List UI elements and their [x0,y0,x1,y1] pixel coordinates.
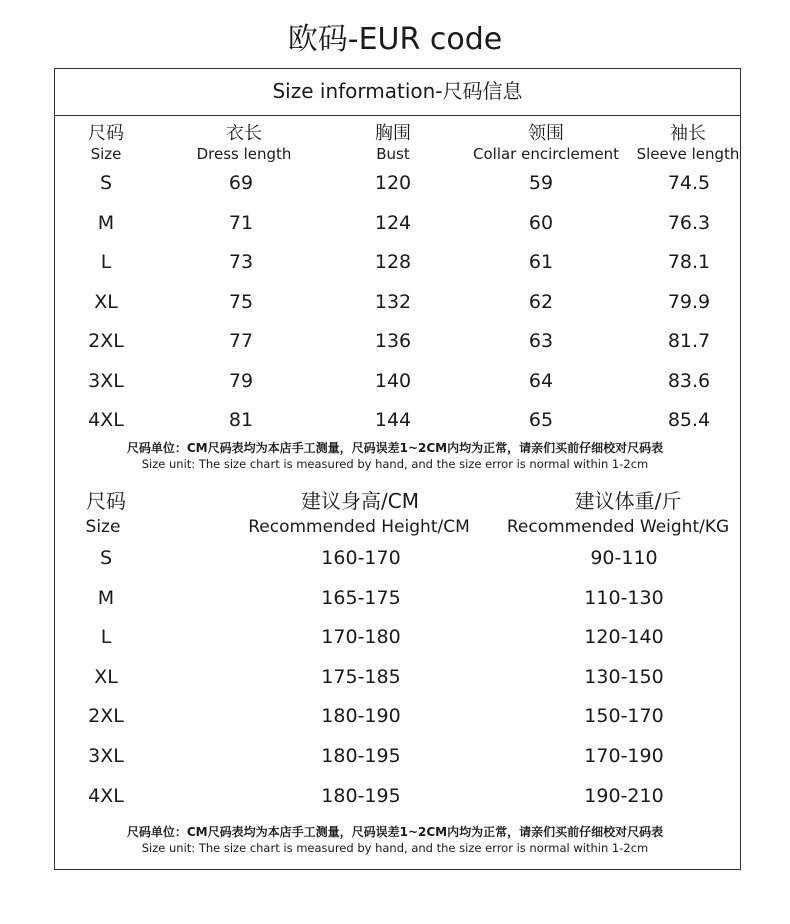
cell-weight: 170-190 [584,745,664,767]
cell-weight: 110-130 [584,586,664,609]
cell-length: 75 [228,290,254,313]
cell-bust: 140 [374,369,412,392]
cell-size: L [100,251,112,273]
page-title: 欧码-EUR code [287,22,503,57]
header-sleeve-en: Sleeve length [636,145,740,163]
cell-bust: 124 [374,211,412,234]
cell-size: M [97,586,115,609]
rec-header-size-en: Size [85,517,121,537]
cell-sleeve: 81.7 [667,330,711,352]
cell-weight: 150-170 [584,705,664,728]
cell-collar: 61 [528,251,554,273]
cell-weight: 120-140 [584,626,664,649]
cell-length: 77 [228,330,254,352]
cell-collar: 62 [528,290,554,313]
cell-collar: 63 [528,330,554,352]
header-collar-cn: 领围 [528,123,564,144]
rec-header-height-en: Recommended Height/CM [248,517,470,537]
cell-bust: 144 [374,409,412,431]
header-length-cn: 衣长 [226,123,262,144]
cell-size: S [99,172,113,194]
cell-height: 165-175 [321,586,401,609]
recommend-note-en: Size unit: The size chart is measured by hand, and the size error is normal within 1-2cm [141,841,649,855]
cell-height: 175-185 [321,665,401,688]
cell-weight: 130-150 [584,665,664,688]
recommend-note-cn: 尺码单位：CM尺码表均为本店手工测量，尺码误差1~2CM内均为正常，请亲们买前仔细校对尺码表 [126,825,664,839]
cell-size: 3XL [88,369,124,392]
cell-size: L [100,626,112,649]
cell-length: 73 [228,251,254,273]
header-sleeve-cn: 袖长 [670,123,706,144]
cell-length: 81 [228,409,254,431]
cell-sleeve: 74.5 [667,172,711,194]
rec-header-size-cn: 尺码 [86,489,126,513]
cell-height: 160-170 [321,547,401,569]
cell-length: 71 [228,211,254,234]
cell-collar: 65 [528,409,554,431]
rec-header-weight-en: Recommended Weight/KG [506,517,730,537]
cell-height: 180-190 [321,705,401,728]
header-bust-cn: 胸围 [375,123,411,144]
cell-collar: 60 [528,211,554,234]
cell-size: 4XL [88,784,124,807]
cell-size: M [97,211,115,234]
cell-sleeve: 76.3 [667,211,711,234]
header-size-cn: 尺码 [88,123,124,144]
cell-size: 2XL [88,705,124,728]
header-length-en: Dress length [196,145,292,163]
cell-collar: 64 [528,369,554,392]
table-title: Size information-尺码信息 [55,69,740,116]
cell-length: 69 [228,172,254,194]
header-collar-en: Collar encirclement [473,145,619,163]
rec-header-height-cn: 建议身高/CM [301,489,419,513]
size-note-cn: 尺码单位：CM尺码表均为本店手工测量，尺码误差1~2CM内均为正常，请亲们买前仔细校对尺码表 [126,441,664,455]
cell-bust: 128 [374,251,412,273]
cell-weight: 190-210 [584,784,664,807]
cell-size: 4XL [88,409,124,431]
cell-bust: 136 [374,330,412,352]
cell-size: 3XL [88,745,124,767]
cell-height: 170-180 [321,626,401,649]
cell-height: 180-195 [321,745,401,767]
header-size-en: Size [90,145,122,163]
header-bust-en: Bust [376,145,410,163]
cell-collar: 59 [528,172,554,194]
rec-header-weight-cn: 建议体重/斤 [574,489,682,513]
cell-weight: 90-110 [590,547,658,569]
cell-sleeve: 79.9 [667,290,711,313]
size-note-en: Size unit: The size chart is measured by hand, and the size error is normal within 1-2cm [141,457,649,471]
cell-size: S [99,547,113,569]
cell-length: 79 [228,369,254,392]
cell-sleeve: 78.1 [667,251,711,273]
cell-bust: 120 [374,172,412,194]
cell-sleeve: 85.4 [667,409,711,431]
cell-height: 180-195 [321,784,401,807]
cell-bust: 132 [374,290,412,313]
cell-size: 2XL [88,330,124,352]
cell-size: XL [94,665,118,688]
cell-size: XL [94,290,118,313]
cell-sleeve: 83.6 [667,369,711,392]
